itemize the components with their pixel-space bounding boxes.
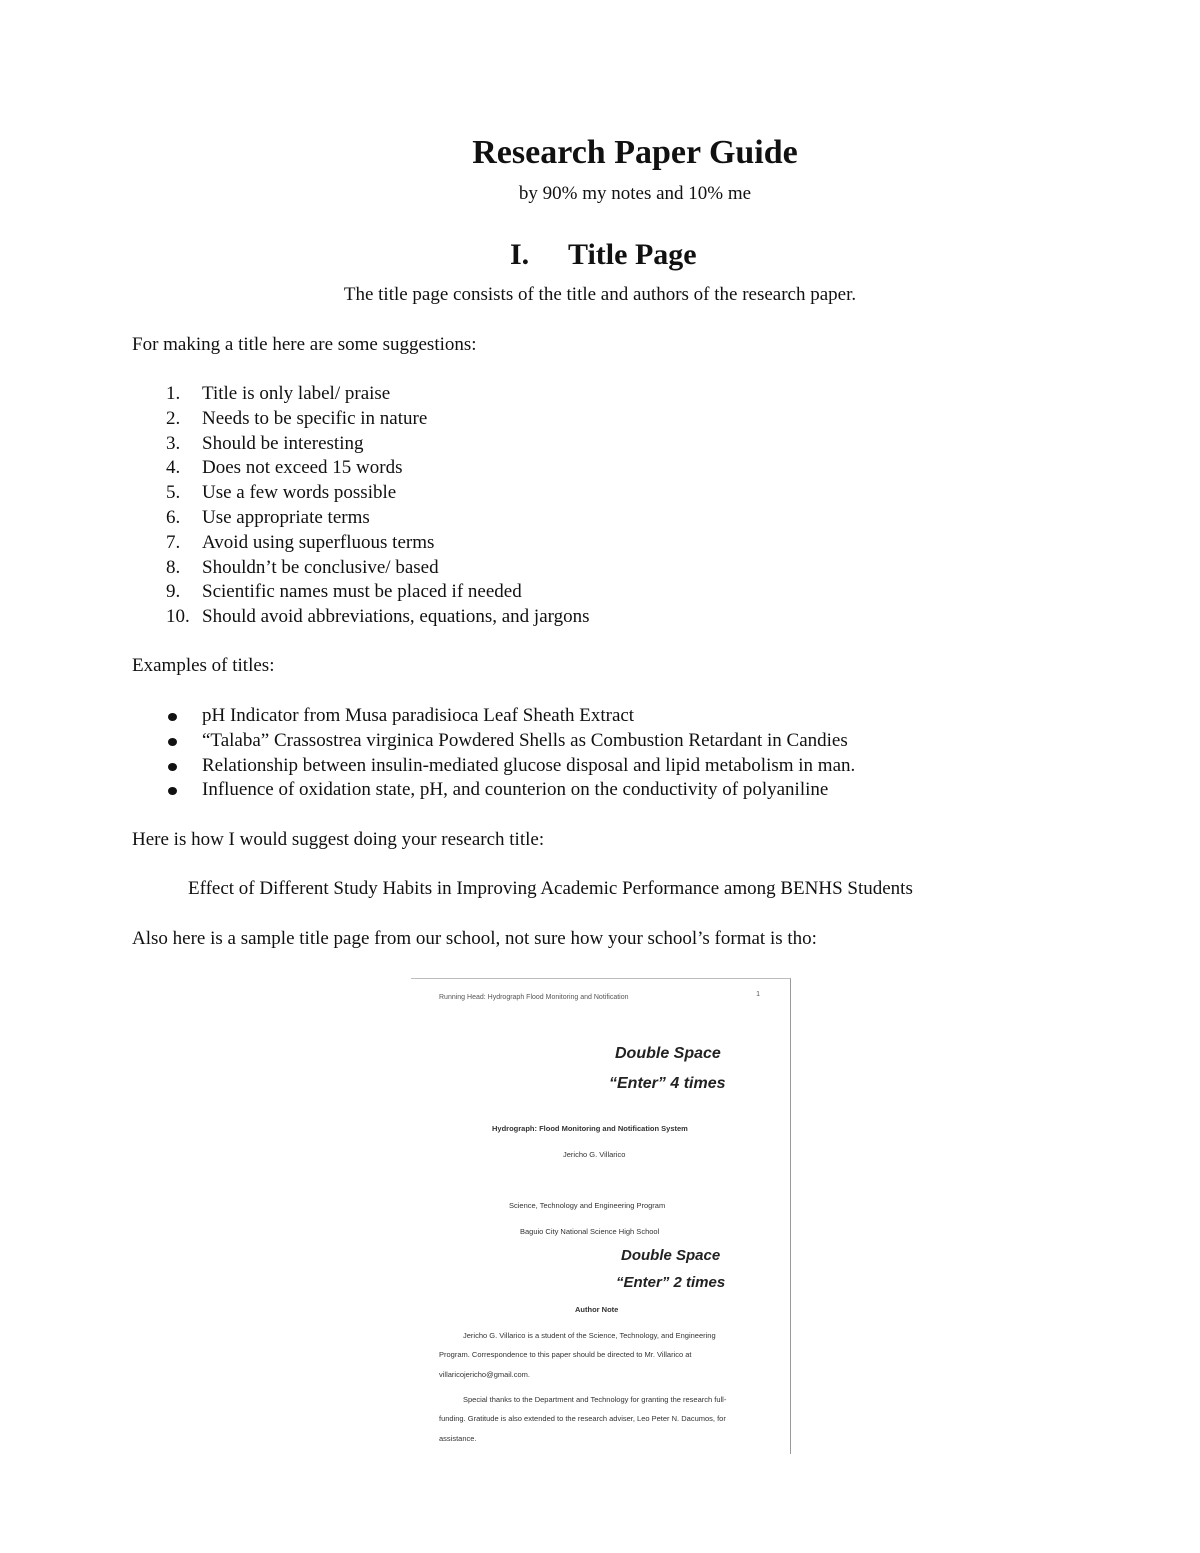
bullet-icon [168,713,177,721]
bullet-icon [168,763,177,771]
list-item-number: 5. [166,482,181,504]
bullet-icon [168,738,177,746]
list-item [0,754,1200,779]
list-item-number: 8. [166,556,181,578]
sample-paper-title: Hydrograph: Flood Monitoring and Notification System [492,1124,688,1133]
list-item-text: Influence of oxidation state, pH, and counterion on the conductivity of polyaniline [202,779,829,801]
list-item-number: 10. [166,606,190,628]
list-item-number: 6. [166,506,181,528]
sample-page-number: 1 [756,991,760,998]
sample-author: Jericho G. Villarico [563,1150,626,1159]
suggestions-intro: For making a title here are some suggestions: [132,334,477,355]
section-description: The title page consists of the title and authors of the research paper. [343,284,857,305]
list-item [0,382,1200,407]
list-item-number: 2. [166,407,181,429]
list-item-text: Shouldn’t be conclusive/ based [202,556,439,578]
list-item-number: 3. [166,432,181,454]
section-heading [510,238,697,272]
sample-thanks-line: assistance. [439,1434,477,1443]
list-item [0,432,1200,457]
sample-running-head: Running Head: Hydrograph Flood Monitoring and Notification [439,994,629,1001]
examples-intro: Examples of titles: [132,655,275,676]
document-subtitle: by 90% my notes and 10% me [518,183,752,204]
sample-thanks-line: funding. Gratitude is also extended to the research adviser, Leo Peter N. Dacumos, for [439,1414,726,1423]
list-item-text: Relationship between insulin-mediated glucose disposal and lipid metabolism in man. [202,754,856,776]
list-item [0,729,1200,754]
sample-author-note-line: villaricojericho@gmail.com. [439,1370,530,1379]
list-item [0,506,1200,531]
list-item [0,407,1200,432]
suggested-title: Effect of Different Study Habits in Improving Academic Performance among BENHS Students [188,878,913,899]
list-item-text: Avoid using superfluous terms [202,531,435,553]
document-title: Research Paper Guide [472,134,798,171]
list-item-number: 7. [166,531,181,553]
list-item-text: Does not exceed 15 words [202,457,403,479]
suggestions-list [0,382,1200,630]
suggest-intro: Here is how I would suggest doing your research title: [132,829,545,850]
list-item [0,531,1200,556]
list-item-text: Scientific names must be placed if needed [202,581,522,603]
sample-note-enter-4: “Enter” 4 times [609,1075,726,1092]
list-item-text: pH Indicator from Musa paradisioca Leaf Sheath Extract [202,705,635,726]
list-item [0,605,1200,630]
sample-school: Baguio City National Science High School [520,1227,660,1236]
sample-title-page-image [411,978,791,1454]
sample-author-note-heading: Author Note [575,1305,619,1314]
list-item-text: Needs to be specific in nature [202,407,428,429]
list-item-text: Title is only label/ praise [202,383,391,404]
list-item-text: “Talaba” Crassostrea virginica Powdered Shells as Combustion Retardant in Candies [202,729,848,751]
sample-program: Science, Technology and Engineering Program [509,1201,666,1210]
list-item-text: Use appropriate terms [202,506,370,528]
sample-note-double-space-1: Double Space [615,1045,721,1062]
list-item-text: Should be interesting [202,432,364,454]
list-item-number: 4. [166,457,181,479]
section-title: Title Page [568,238,697,271]
list-item [0,456,1200,481]
list-item [0,556,1200,581]
sample-author-note-line: Jericho G. Villarico is a student of the Science, Technology, and Engineering [463,1331,716,1340]
list-item-text: Should avoid abbreviations, equations, and jargons [202,606,590,628]
sample-thanks-line: Special thanks to the Department and Technology for granting the research full- [463,1395,727,1404]
section-number: I. [510,238,530,271]
sample-intro: Also here is a sample title page from our school, not sure how your school’s format is tho: [132,928,817,949]
list-item-number: 9. [166,581,181,603]
sample-note-double-space-2: Double Space [621,1247,721,1264]
list-item-number: 1. [166,383,181,404]
examples-list [0,704,1200,803]
sample-author-note-line: Program. Correspondence to this paper should be directed to Mr. Villarico at [439,1350,692,1359]
bullet-icon [168,787,177,795]
list-item-text: Use a few words possible [202,482,397,504]
list-item [0,580,1200,605]
sample-note-enter-2: “Enter” 2 times [616,1274,726,1291]
list-item [0,778,1200,803]
list-item [0,481,1200,506]
list-item [0,704,1200,729]
